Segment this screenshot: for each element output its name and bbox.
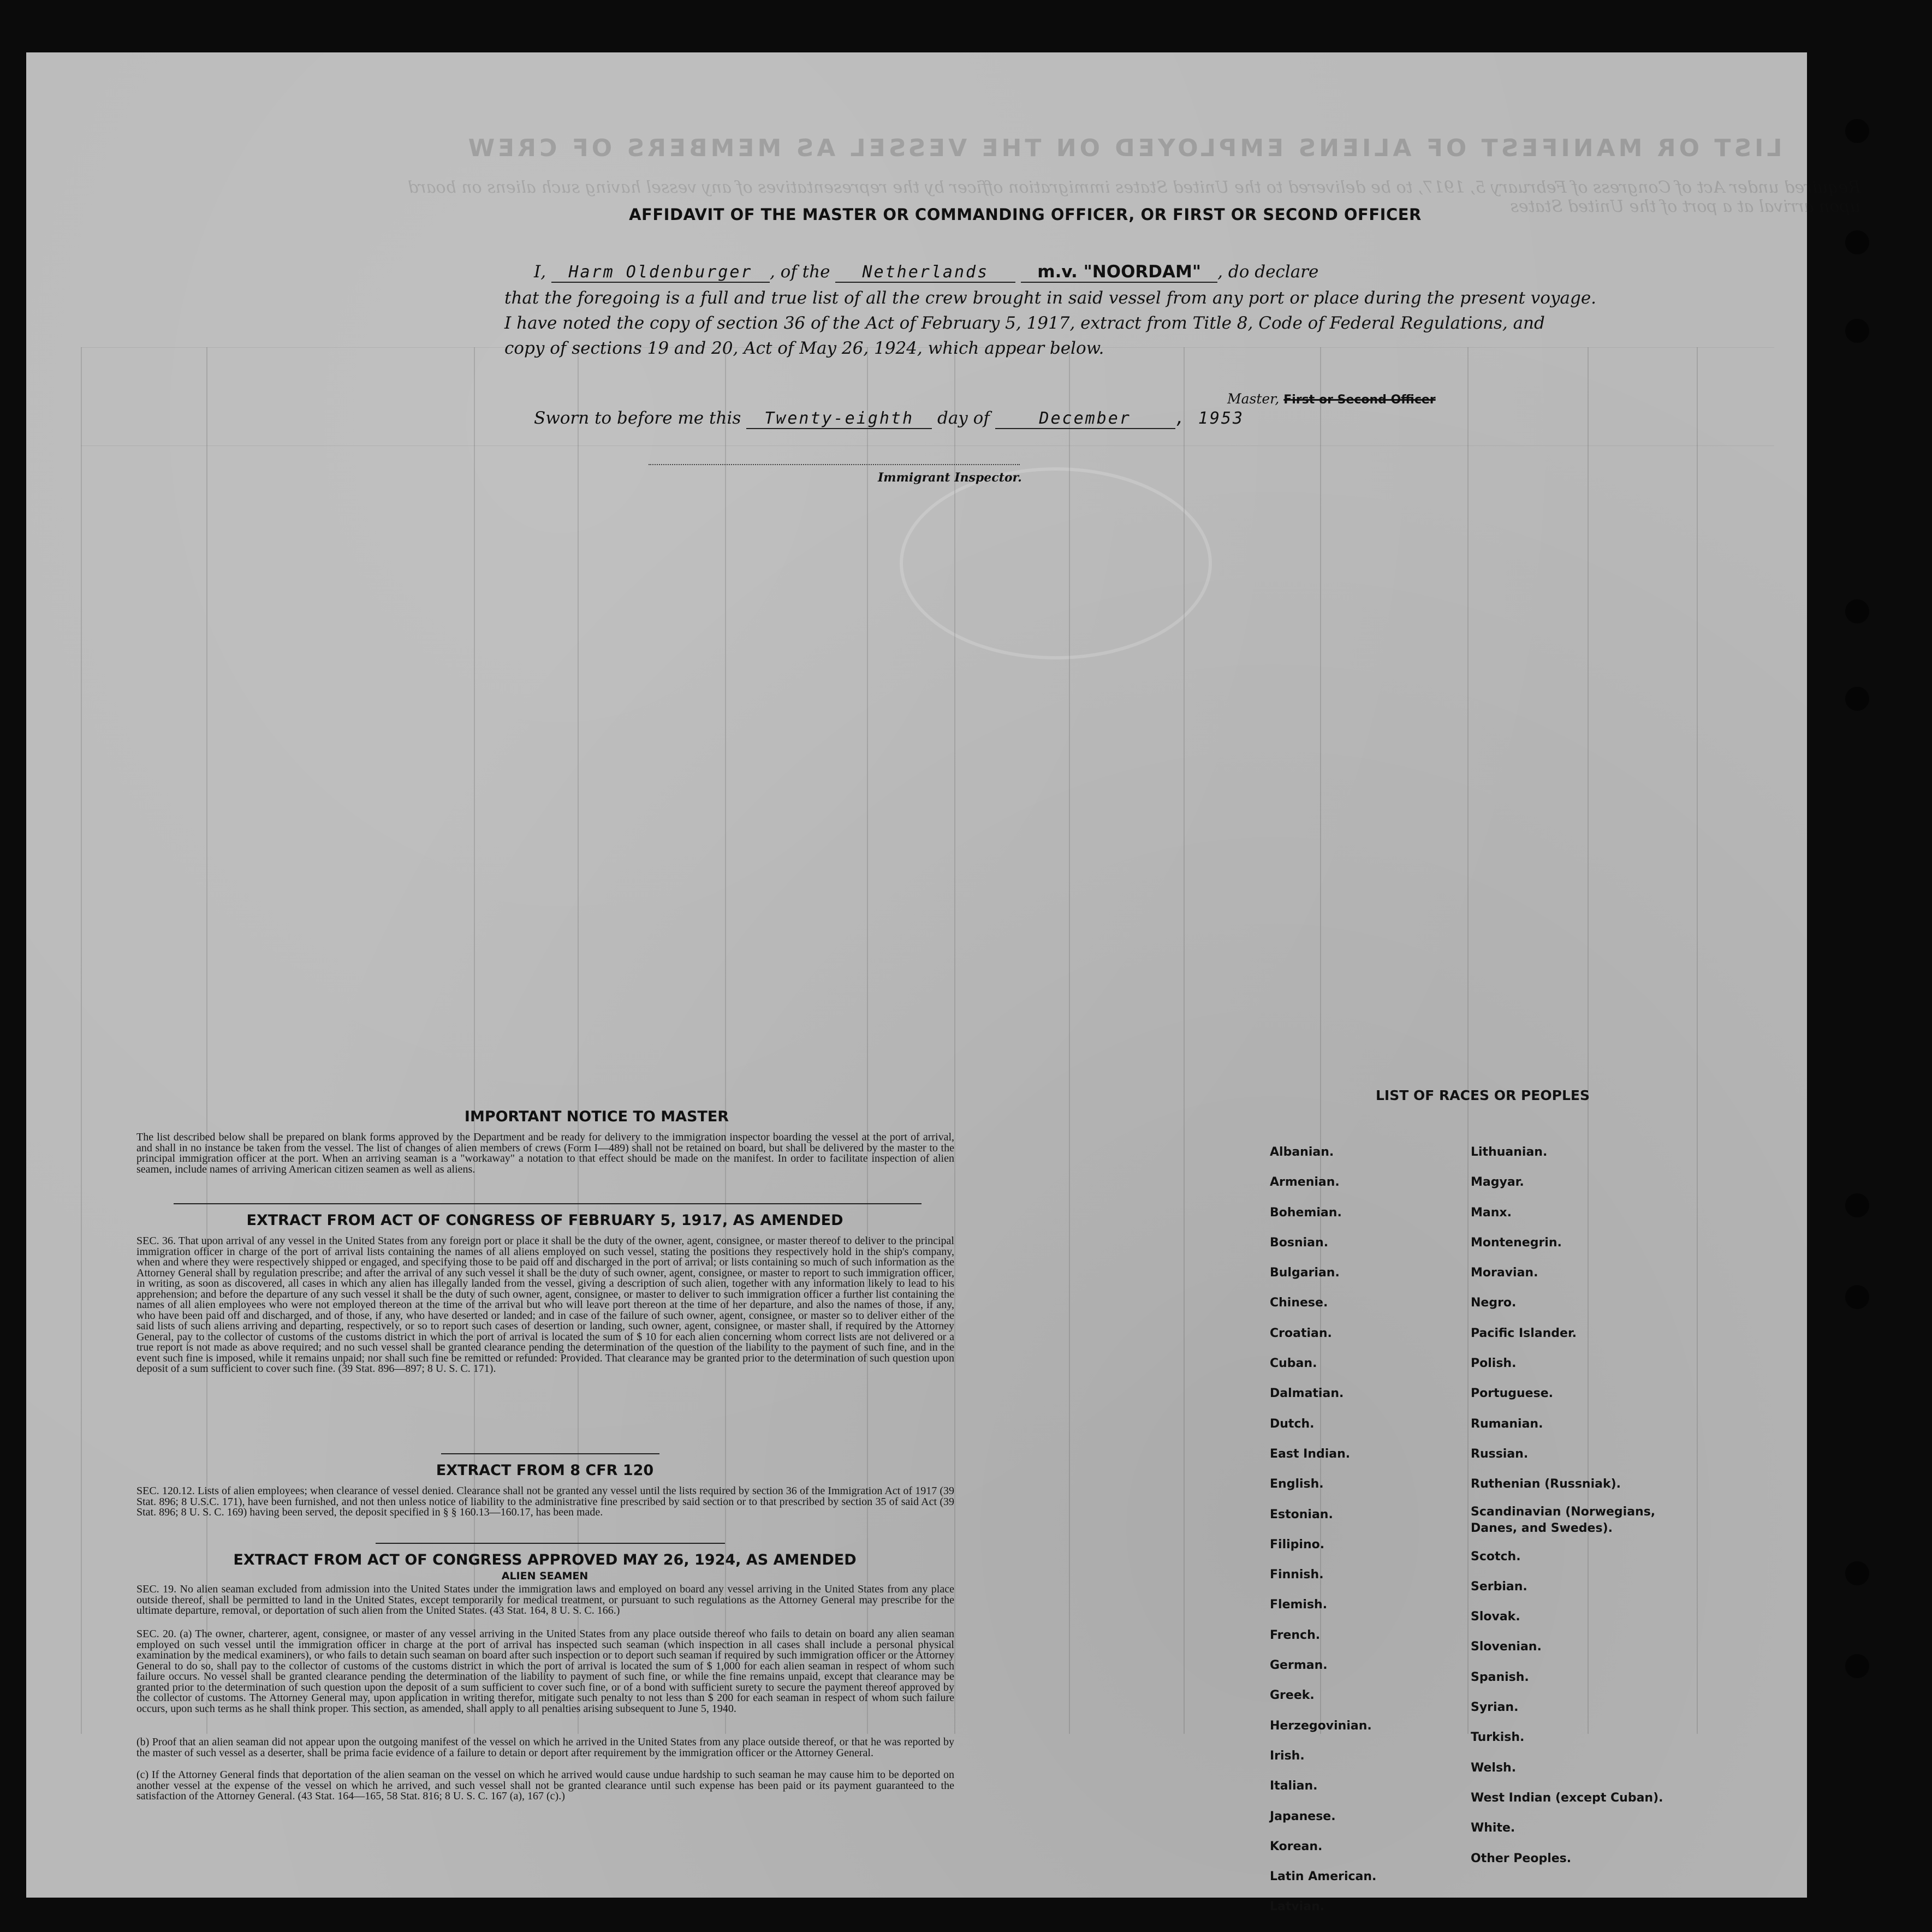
races-column-2 [1471,1137,1667,1874]
bleed-through-stamp [900,467,1212,659]
race-item: White. [1471,1821,1515,1835]
affidavit-line-4: copy of sections 19 and 20, Act of May 26, 1924, which appear below. [504,338,1104,358]
race-item: Slovak. [1471,1610,1520,1624]
vessel-prefix: m.v. [1037,262,1078,282]
affidavit-title: AFFIDAVIT OF THE MASTER OR COMMANDING OFFICER, OR FIRST OR SECOND OFFICER [629,205,1422,224]
inspector-signature-line [649,464,1020,465]
role-struck-out: First or Second Officer [1283,393,1436,407]
officer-role [1227,391,1436,407]
ghost-column-line [206,347,207,1734]
vessel-name: "NOORDAM" [1083,262,1202,282]
ghost-column-line [1184,347,1185,1734]
extract-1924-sec20c: (c) If the Attorney General finds that deportation of the alien seaman on the vessel on which he arrived would cause undue hardship to such seaman he may cause him to be deported on another vessel at the expense of the vessel on which he arrived, and such vessel shall not be granted clearance until such expense has been paid or its payment guaranteed to the satisfaction of the Attorney General. (43 Stat. 164—165, 58 Stat. 816; 8 U. S. C. 167 (a), 167 (c).) [136,1769,954,1802]
race-item: Welsh. [1471,1761,1517,1775]
race-item: Scotch. [1471,1549,1521,1564]
race-item: Dalmatian. [1270,1387,1344,1401]
notice-text: The list described below shall be prepared on blank forms approved by the Department and be ready for delivery to the immigration inspector boarding the vessel at the port of arrival, and shall in no instance be taken from the vessel. The list of changes of alien members of crews (Form I—489) shall not be retained on board, but shall be delivered by the master to the principal immigration officer at the port. When an arriving seaman is a "workaway" a notation to that effect should be made on the manifest. In order to facilitate inspection of alien seamen, include names of arriving American citizen seamen as well as aliens. [136,1131,954,1175]
race-item: Japanese. [1270,1809,1336,1823]
race-item: Albanian. [1270,1145,1334,1159]
race-item: Latvian. [1270,1900,1325,1914]
ghost-column-line [578,347,579,1734]
race-item: Montenegrin. [1471,1235,1562,1250]
race-item: Herzegovinian. [1270,1719,1372,1733]
binder-hole [1845,687,1869,711]
extract-8cfr-title: EXTRACT FROM 8 CFR 120 [436,1462,654,1479]
race-item: Bosnian. [1270,1235,1329,1250]
bleed-through-title: LIST OR MANIFEST OF ALIENS EMPLOYED ON THE VESSEL AS MEMBERS OF CREW [465,134,1782,162]
sworn-month-field: December [995,409,1175,429]
vessel-field [1021,262,1217,283]
race-item: Estonian. [1270,1507,1333,1521]
race-item: Slovenian. [1471,1640,1542,1654]
races-column-1 [1270,1137,1376,1922]
inspector-label: Immigrant Inspector. [878,471,1022,485]
affidavit-pronoun: I, [534,262,546,282]
affidavit-line-2: that the foregoing is a full and true list of all the crew brought in said vessel from any port or place during the present voyage. [504,288,1597,308]
extract-1924-subtitle: ALIEN SEAMEN [501,1570,588,1582]
divider-rule [441,1453,659,1454]
role-master: Master, [1227,391,1280,407]
race-item: Greek. [1270,1689,1315,1703]
officer-name-field: Harm Oldenburger [551,263,770,283]
bleed-through-subtitle: Required under Act of Congress of February 5, 1917, to be delivered to the United States immigration officer by the representatives of any vessel having such aliens on board upon arrival at a port of the United States [408,178,1860,216]
race-item: English. [1270,1477,1324,1491]
race-item: Pacific Islander. [1471,1326,1577,1340]
extract-1924-sec20b: (b) Proof that an alien seaman did not appear upon the outgoing manifest of the vessel on which he arrived in the United States from any place outside thereof, or that he was reported by the master of such vessel as a deserter, shall be prima facie evidence of a failure to detain or deport after requirement by the immigration officer or the Attorney General. [136,1736,954,1759]
extract-8cfr-text: SEC. 120.12. Lists of alien employees; when clearance of vessel denied. Clearance shall not be granted any vessel until the lists required by section 36 of the Immigration Act of 1917 (39 Stat. 896; 8 U.S.C. 171), have been furnished, and not then unless notice of liability to the administrative fine prescribed by said section or to that prescribed by section 35 of said Act (39 Stat. 896; 8 U. S. C. 169) having been served, the deposit specified in § § 160.13—160.17, has been made. [136,1485,954,1518]
race-item: Korean. [1270,1839,1323,1853]
ghost-column-line [81,347,82,1734]
race-item: Syrian. [1471,1701,1519,1715]
race-item: Moravian. [1471,1266,1538,1280]
race-item: Negro. [1471,1296,1517,1310]
race-item: Portuguese. [1471,1387,1553,1401]
ghost-column-line [1069,347,1070,1734]
race-item: Manx. [1471,1205,1512,1220]
binder-hole [1845,319,1869,343]
race-item: Chinese. [1270,1296,1328,1310]
extract-1924-sec19: SEC. 19. No alien seaman excluded from admission into the United States under the immigration laws and employed on board any vessel arriving in the United States from any place outside thereof, shall be permitted to land in the United States, except temporarily for medical treatment, or pursuant to such regulations as the Attorney General may prescribe for the ultimate departure, removal, or deportation of such alien from the United States. (43 Stat. 164, 8 U. S. C. 166.) [136,1583,954,1616]
divider-rule [376,1543,725,1544]
race-item: East Indian. [1270,1447,1351,1461]
race-item: Turkish. [1471,1731,1525,1745]
race-item: Ruthenian (Russniak). [1471,1477,1621,1491]
race-item: Italian. [1270,1779,1318,1793]
manifest-sheet [26,52,1860,1914]
sworn-prefix: Sworn to before me this [534,408,741,428]
race-item: Magyar. [1471,1175,1524,1190]
extract-1924-title: EXTRACT FROM ACT OF CONGRESS APPROVED MAY 26, 1924, AS AMENDED [233,1551,857,1568]
affidavit-of-the: , of the [769,262,830,282]
race-item: Scandinavian (Norwegians, Danes, and Swedes). [1471,1505,1656,1535]
sworn-day-of: day of [937,408,990,428]
extract-1924-sec20a: SEC. 20. (a) The owner, charterer, agent, consignee, or master of any vessel arriving in the United States from any place outside thereof who fails to detain on board any alien seaman employed on such vessel until the immigration officer in charge at the port of arrival has inspected such seaman (which inspection in all cases shall include a personal physical examination by the medical examiners), or who fails to detain such seaman on board after such inspection or to deport such seaman if required by such immigration officer or the Attorney General to do so, shall pay to the collector of customs of the customs district in which the port of arrival is located the sum of $ 1,000 for each alien seaman in respect of whom such failure occurs. No vessel shall be granted clearance pending the determination of the liability to payment of such fine, or while the fine remains unpaid, except that clearance may be granted prior to the determination of such question upon the deposit of a sum sufficient to cover such fine, or of a bond with sufficient surety to secure the payment thereof approved by the collector of customs. The Attorney General may, upon application in writing therefor, mitigate such penalty to not less than $ 200 for each seaman in respect of whom such failure occurs, upon such terms as he shall think proper. This section, as amended, shall apply to all penalties arising subsequent to June 5, 1940. [136,1628,954,1715]
race-item: Serbian. [1471,1579,1527,1594]
binder-hole [1845,1654,1869,1678]
race-item: Spanish. [1471,1670,1529,1684]
race-item: German. [1270,1658,1328,1673]
sworn-year: , 1953 [1175,409,1245,428]
country-field: Netherlands [835,263,1015,283]
race-item: Croatian. [1270,1326,1332,1340]
race-item: Polish. [1471,1357,1517,1371]
race-item: Irish. [1270,1749,1305,1763]
binder-hole [1845,599,1869,623]
race-item: Flemish. [1270,1598,1328,1612]
race-item: Other Peoples. [1471,1851,1572,1865]
extract-1917-text: SEC. 36. That upon arrival of any vessel in the United States from any foreign port or place it shall be the duty of the owner, agent, consignee, or master thereof to deliver to the principal immigration officer in charge of the port of arrival lists containing the names of all aliens employed on such vessel, stating the positions they respectively hold in the ship's company, when and where they were respectively shipped or engaged, and specifying those to be paid off and discharged in the port of arrival; or lists containing so much of such information as the Attorney General shall by regulation prescribe; and after the arrival of any such vessel it shall be the duty of such owner, agent, consignee, or master to report to such immigration officer, in writing, as soon as discovered, all cases in which any alien has illegally landed from the vessel, giving a description of such alien, together with any information likely to lead to his apprehension; and before the departure of any such vessel it shall be the duty of such owner, agent, consignee, or master to deliver to such immigration officer a further list containing the names of all alien employees who were not employed thereon at the time of the arrival but who will leave port thereon at the time of her departure, and also the names of those, if any, who have been paid off and discharged, and of those, if any, who have deserted or landed; and in case of the failure of such owner, agent, consignee, or master so to deliver either of the said lists of such aliens arriving and departing, respectively, or so to report such cases of desertion or landing, such owner, agent, consignee, or master shall, if required by the Attorney General, pay to the collector of customs of the customs district in which the port of arrival is located the sum of $ 10 for each alien concerning whom correct lists are not delivered or a true report is not made as above required; and no such vessel shall be granted clearance pending the determination of the question of the liability to the payment of such fine, and in the event such fine is imposed, while it remains unpaid; nor shall such fine be remitted or refunded: Provided. That clearance may be granted prior to the determination of such question upon deposit of a sum sufficient to cover such fine. (39 Stat. 896—897; 8 U. S. C. 171). [136,1235,954,1375]
ghost-row-line [81,445,1774,446]
binder-hole [1845,1193,1869,1217]
extract-1917-title: EXTRACT FROM ACT OF CONGRESS OF FEBRUARY 5, 1917, AS AMENDED [246,1212,843,1229]
race-item: West Indian (except Cuban). [1471,1791,1663,1805]
ghost-column-line [867,347,868,1734]
binder-hole [1845,1561,1869,1585]
sworn-statement [534,408,1244,429]
races-title: LIST OF RACES OR PEOPLES [1376,1087,1590,1103]
affidavit-declaration-line [534,262,1318,283]
affidavit-do-declare: , do declare [1217,262,1319,282]
race-item: Cuban. [1270,1357,1317,1371]
ghost-column-line [1467,347,1469,1734]
notice-title: IMPORTANT NOTICE TO MASTER [464,1108,729,1125]
binder-hole [1845,119,1869,143]
race-item: Armenian. [1270,1175,1340,1190]
binder-hole [1845,230,1869,254]
race-item: French. [1270,1628,1321,1642]
race-item: Latin American. [1270,1870,1377,1884]
race-item: Lithuanian. [1471,1145,1548,1159]
ghost-column-line [474,347,475,1734]
ghost-column-line [954,347,955,1734]
race-item: Bohemian. [1270,1205,1342,1220]
race-item: Rumanian. [1471,1417,1543,1431]
race-item: Filipino. [1270,1537,1325,1551]
affidavit-line-3: I have noted the copy of section 36 of the Act of February 5, 1917, extract from Title 8, Code of Federal Regulations, and [504,313,1545,333]
ghost-column-line [725,347,726,1734]
sworn-day-field: Twenty-eighth [746,409,932,429]
race-item: Dutch. [1270,1417,1315,1431]
race-item: Russian. [1471,1447,1529,1461]
race-item: Bulgarian. [1270,1266,1340,1280]
binder-hole [1845,1285,1869,1309]
divider-rule [174,1203,922,1204]
race-item: Finnish. [1270,1568,1324,1582]
ghost-column-line [1697,347,1698,1734]
